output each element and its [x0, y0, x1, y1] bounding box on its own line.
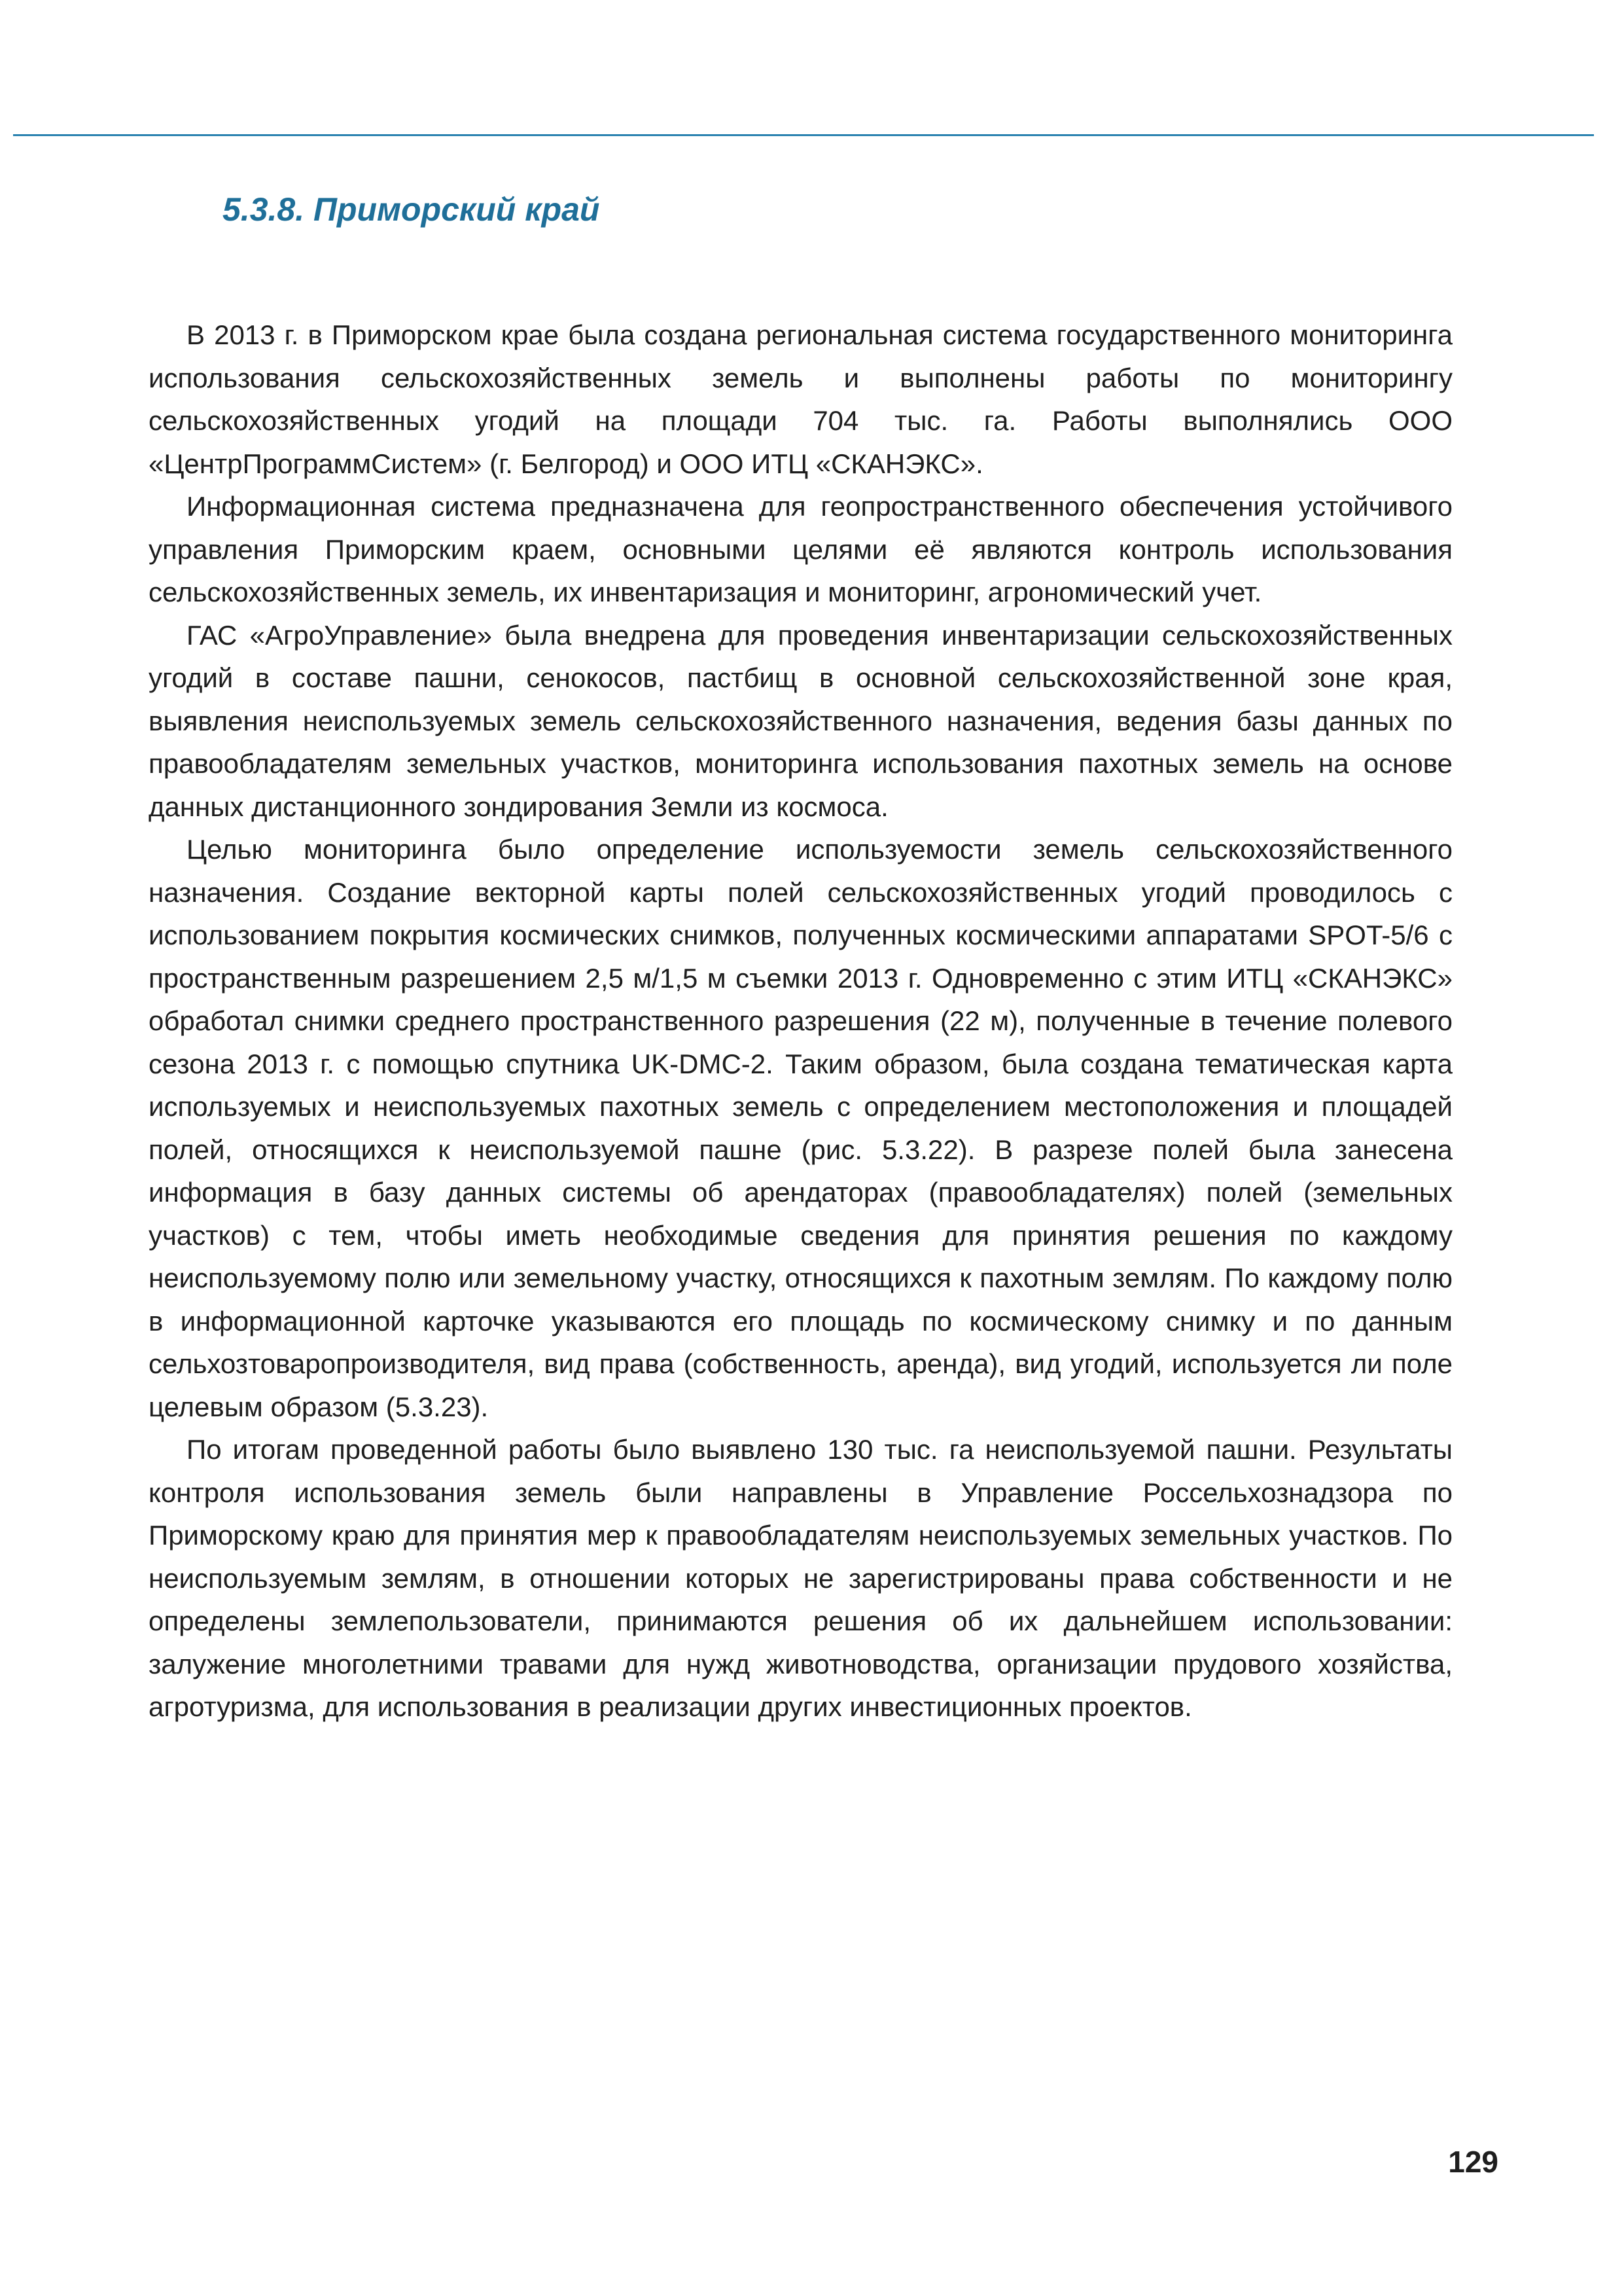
page-number: 129	[1448, 2145, 1498, 2179]
paragraph-results: По итогам проведенной работы было выявлено 130 тыс. га неиспользуемой пашни. Результаты контроля использования земель были направлены в Управление Россельхознадзора по Приморскому краю для принятия мер к правообладателям неиспользуемых земельных участков. По неиспользуемым землям, в отношении которых не зарегистрированы права собственности и не определены землепользователи, принимаются решения об их дальнейшем использовании: залужение многолетними травами для нужд животноводства, организации прудового хозяйства, агротуризма, для использования в реализации других инвестиционных проектов.	[149, 1434, 1453, 1722]
body-text	[149, 314, 1453, 1729]
paragraph-information-system: Информационная система предназначена для геопространственного обеспечения устойчивого управления Приморским краем, основными целями её являются контроль использования сельскохозяйственных земель, их инвентаризация и мониторинг, агрономический учет.	[149, 491, 1453, 607]
paragraph-monitoring-goal: Целью мониторинга было определение используемости земель сельскохозяйственного назначения. Создание векторной карты полей сельскохозяйственных угодий проводилось с использованием покрытия космических снимков, полученных космическими аппаратами SPOT-5/6 с пространственным разрешением 2,5 м/1,5 м съемки 2013 г. Одновременно с этим ИТЦ «СКАНЭКС» обработал снимки среднего пространственного разрешения (22 м), полученные в течение полевого сезона 2013 г. с помощью спутника UK-DMC-2. Таким образом, была создана тематическая карта используемых и неиспользуемых пахотных земель с определением местоположения и площадей полей, относящихся к неиспользуемой пашне (рис. 5.3.22). В разрезе полей была занесена информация в базу данных системы об арендаторах (правообладателях) полей (земельных участков) с тем, чтобы иметь необходимые сведения для принятия решения по каждому неиспользуемому полю или земельному участку, относящихся к пахотным землям. По каждому полю в информационной карточке указываются его площадь по космическому снимку и по данным сельхозтоваропроизводителя, вид права (собственность, аренда), вид угодий, используется ли поле целевым образом (5.3.23).	[149, 834, 1453, 1422]
paragraph-intro: В 2013 г. в Приморском крае была создана региональная система государственного мониторинга использования сельскохозяйственных земель и выполнены работы по мониторингу сельскохозяйственных угодий на площади 704 тыс. га. Работы выполнялись ООО «ЦентрПрограммСистем» (г. Белгород) и ООО ИТЦ «СКАНЭКС».	[149, 319, 1453, 479]
header-rule	[13, 134, 1594, 136]
section-heading: 5.3.8. Приморский край	[222, 191, 600, 228]
paragraph-gas-agroupravlenie: ГАС «АгроУправление» была внедрена для проведения инвентаризации сельскохозяйственных угодий в составе пашни, сенокосов, пастбищ в основной сельскохозяйственной зоне края, выявления неиспользуемых земель сельскохозяйственного назначения, ведения базы данных по правообладателям земельных участков, мониторинга использования пахотных земель на основе данных дистанционного зондирования Земли из космоса.	[149, 619, 1453, 822]
